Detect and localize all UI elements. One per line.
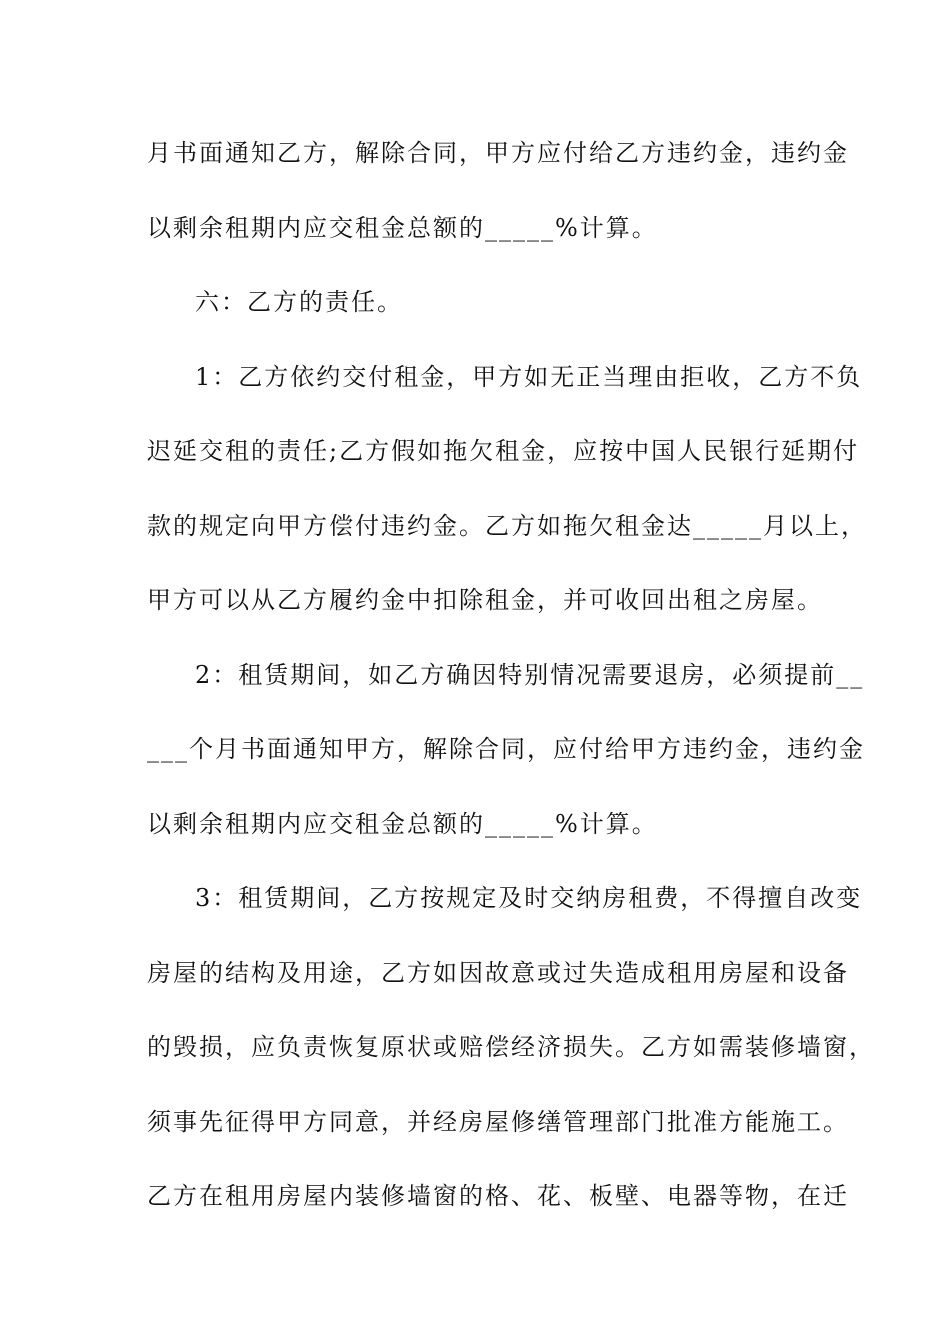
section-heading: 六：乙方的责任。 (195, 288, 403, 316)
text-line: 的毁损，应负责恢复原状或赔偿经济损失。乙方如需装修墙窗， (147, 1033, 875, 1061)
text-line: 甲方可以从乙方履约金中扣除租金，并可收回出租之房屋。 (147, 586, 823, 614)
text-line: ___个月书面通知甲方，解除合同，应付给甲方违约金，违约金 (147, 735, 865, 763)
text-line: 乙方在租用房屋内装修墙窗的格、花、板壁、电器等物，在迁 (147, 1182, 849, 1210)
text-line: 3：租赁期间，乙方按规定及时交纳房租费，不得擅自改变 (195, 884, 863, 912)
text-line: 迟延交租的责任;乙方假如拖欠租金，应按中国人民银行延期付 (147, 437, 860, 465)
text-line: 月书面通知乙方，解除合同，甲方应付给乙方违约金，违约金 (147, 139, 849, 167)
text-line: 款的规定向甲方偿付违约金。乙方如拖欠租金达_____月以上， (147, 512, 867, 540)
text-line: 以剩余租期内应交租金总额的_____%计算。 (147, 214, 658, 242)
text-line: 以剩余租期内应交租金总额的_____%计算。 (147, 810, 658, 838)
text-line: 1：乙方依约交付租金，甲方如无正当理由拒收，乙方不负 (195, 363, 863, 391)
text-line: 须事先征得甲方同意，并经房屋修缮管理部门批准方能施工。 (147, 1108, 849, 1136)
text-line: 2：租赁期间，如乙方确因特别情况需要退房，必须提前__ (195, 661, 865, 689)
text-line: 房屋的结构及用途，乙方如因故意或过失造成租用房屋和设备 (147, 959, 849, 987)
